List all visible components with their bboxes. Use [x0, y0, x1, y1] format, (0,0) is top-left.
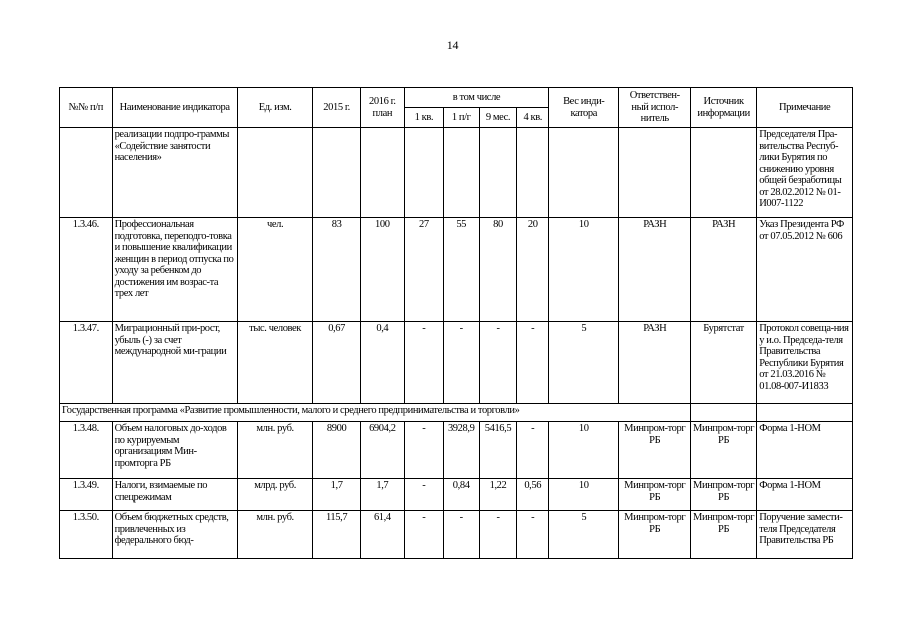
header-source: Источник информации: [690, 88, 756, 128]
row-q1: -: [404, 479, 443, 511]
row-2015: 1,7: [313, 479, 360, 511]
row-weight: 10: [549, 218, 619, 322]
header-q4: 4 кв.: [517, 108, 549, 128]
row-q1: [404, 128, 443, 218]
header-weight: Вес инди-катора: [549, 88, 619, 128]
row-2016: 6904,2: [360, 422, 404, 479]
row-note: Форма 1-НОМ: [757, 479, 853, 511]
row-num: [60, 128, 113, 218]
row-9m: 5416,5: [479, 422, 517, 479]
header-9m: 9 мес.: [479, 108, 517, 128]
row-source: Минпром-торг РБ: [690, 479, 756, 511]
row-q4: -: [517, 322, 549, 404]
header-num: №№ п/п: [60, 88, 113, 128]
row-note: Форма 1-НОМ: [757, 422, 853, 479]
table-row: [60, 218, 853, 322]
row-unit: млн. руб.: [237, 511, 313, 559]
header-2016: 2016 г. план: [360, 88, 404, 128]
row-9m: -: [479, 511, 517, 559]
row-num: 1.3.47.: [60, 322, 113, 404]
row-unit: тыс. человек: [237, 322, 313, 404]
row-weight: [549, 128, 619, 218]
program-row: [60, 404, 853, 422]
program-title: Государственная программа «Развитие промышленности, малого и среднего предпринимательства и торговли»: [60, 404, 691, 422]
row-h1: -: [443, 322, 479, 404]
row-responsible: [619, 128, 691, 218]
row-h1: 0,84: [443, 479, 479, 511]
row-q4: -: [517, 511, 549, 559]
page-number: 14: [446, 38, 459, 52]
header-unit: Ед. изм.: [237, 88, 313, 128]
row-9m: 1,22: [479, 479, 517, 511]
row-name: Объем бюджетных средств, привлеченных из федерального бюд-: [112, 511, 237, 559]
row-q4: [517, 128, 549, 218]
row-q1: 27: [404, 218, 443, 322]
row-num: 1.3.49.: [60, 479, 113, 511]
row-h1: 55: [443, 218, 479, 322]
row-source: Бурятстат: [690, 322, 756, 404]
row-q1: -: [404, 511, 443, 559]
row-unit: млрд. руб.: [237, 479, 313, 511]
row-2015: 8900: [313, 422, 360, 479]
row-h1: 3928,9: [443, 422, 479, 479]
row-source: Минпром-торг РБ: [690, 422, 756, 479]
table-row: [60, 322, 853, 404]
row-unit: млн. руб.: [237, 422, 313, 479]
row-2016: 61,4: [360, 511, 404, 559]
header-q1: 1 кв.: [404, 108, 443, 128]
row-name: Миграционный при-рост, убыль (-) за счет международной ми-грации: [112, 322, 237, 404]
table-row: [60, 128, 853, 218]
table-row: [60, 422, 853, 479]
row-responsible: РАЗН: [619, 218, 691, 322]
row-h1: [443, 128, 479, 218]
row-weight: 5: [549, 511, 619, 559]
row-name: Объем налоговых до-ходов по курируемым организациям Мин-промторга РБ: [112, 422, 237, 479]
row-responsible: Минпром-торг РБ: [619, 479, 691, 511]
row-num: 1.3.46.: [60, 218, 113, 322]
table-row: [60, 511, 853, 559]
row-2015: 83: [313, 218, 360, 322]
row-unit: чел.: [237, 218, 313, 322]
row-source: Минпром-торг РБ: [690, 511, 756, 559]
row-weight: 10: [549, 479, 619, 511]
row-responsible: Минпром-торг РБ: [619, 422, 691, 479]
row-2016: 0,4: [360, 322, 404, 404]
header-2015: 2015 г.: [313, 88, 360, 128]
row-name: Профессиональная подготовка, переподго-товка и повышение квалификации женщин в период отпуска по уходу за ребенком до достижения им возрас-та трех лет: [112, 218, 237, 322]
row-2016: [360, 128, 404, 218]
row-note: Поручение замести-теля Председателя Правительства РБ: [757, 511, 853, 559]
row-weight: 5: [549, 322, 619, 404]
row-weight: 10: [549, 422, 619, 479]
indicators-table: [59, 87, 853, 559]
row-q1: -: [404, 422, 443, 479]
header-row-1: [60, 88, 853, 108]
row-source: [690, 128, 756, 218]
row-responsible: Минпром-торг РБ: [619, 511, 691, 559]
header-note: Примечание: [757, 88, 853, 128]
table-row: [60, 479, 853, 511]
row-2015: 115,7: [313, 511, 360, 559]
row-2016: 100: [360, 218, 404, 322]
header-including: в том числе: [404, 88, 548, 108]
row-2015: [313, 128, 360, 218]
row-q4: 20: [517, 218, 549, 322]
row-q1: -: [404, 322, 443, 404]
header-h1: 1 п/г: [443, 108, 479, 128]
row-note: Указ Президента РФ от 07.05.2012 № 606: [757, 218, 853, 322]
row-9m: 80: [479, 218, 517, 322]
row-unit: [237, 128, 313, 218]
row-9m: [479, 128, 517, 218]
row-source: РАЗН: [690, 218, 756, 322]
header-responsible: Ответствен-ный испол-нитель: [619, 88, 691, 128]
row-note: Председателя Пра-вительства Респуб-лики Бурятия по снижению уровня общей безработицы от 28.02.2012 № 01-И007-1122: [757, 128, 853, 218]
row-h1: -: [443, 511, 479, 559]
row-num: 1.3.50.: [60, 511, 113, 559]
row-q4: -: [517, 422, 549, 479]
program-row-empty-note: [757, 404, 853, 422]
row-2016: 1,7: [360, 479, 404, 511]
header-name: Наименование индикатора: [112, 88, 237, 128]
row-q4: 0,56: [517, 479, 549, 511]
row-name: Налоги, взимаемые по спецрежимам: [112, 479, 237, 511]
row-9m: -: [479, 322, 517, 404]
program-row-empty-source: [690, 404, 756, 422]
row-responsible: РАЗН: [619, 322, 691, 404]
row-name: реализации подпро-граммы «Содействие занятости населения»: [112, 128, 237, 218]
row-note: Протокол совеща-ния у и.о. Председа-теля Правительства Республики Бурятия от 21.03.2016 № 01.08-007-И1833: [757, 322, 853, 404]
row-2015: 0,67: [313, 322, 360, 404]
row-num: 1.3.48.: [60, 422, 113, 479]
